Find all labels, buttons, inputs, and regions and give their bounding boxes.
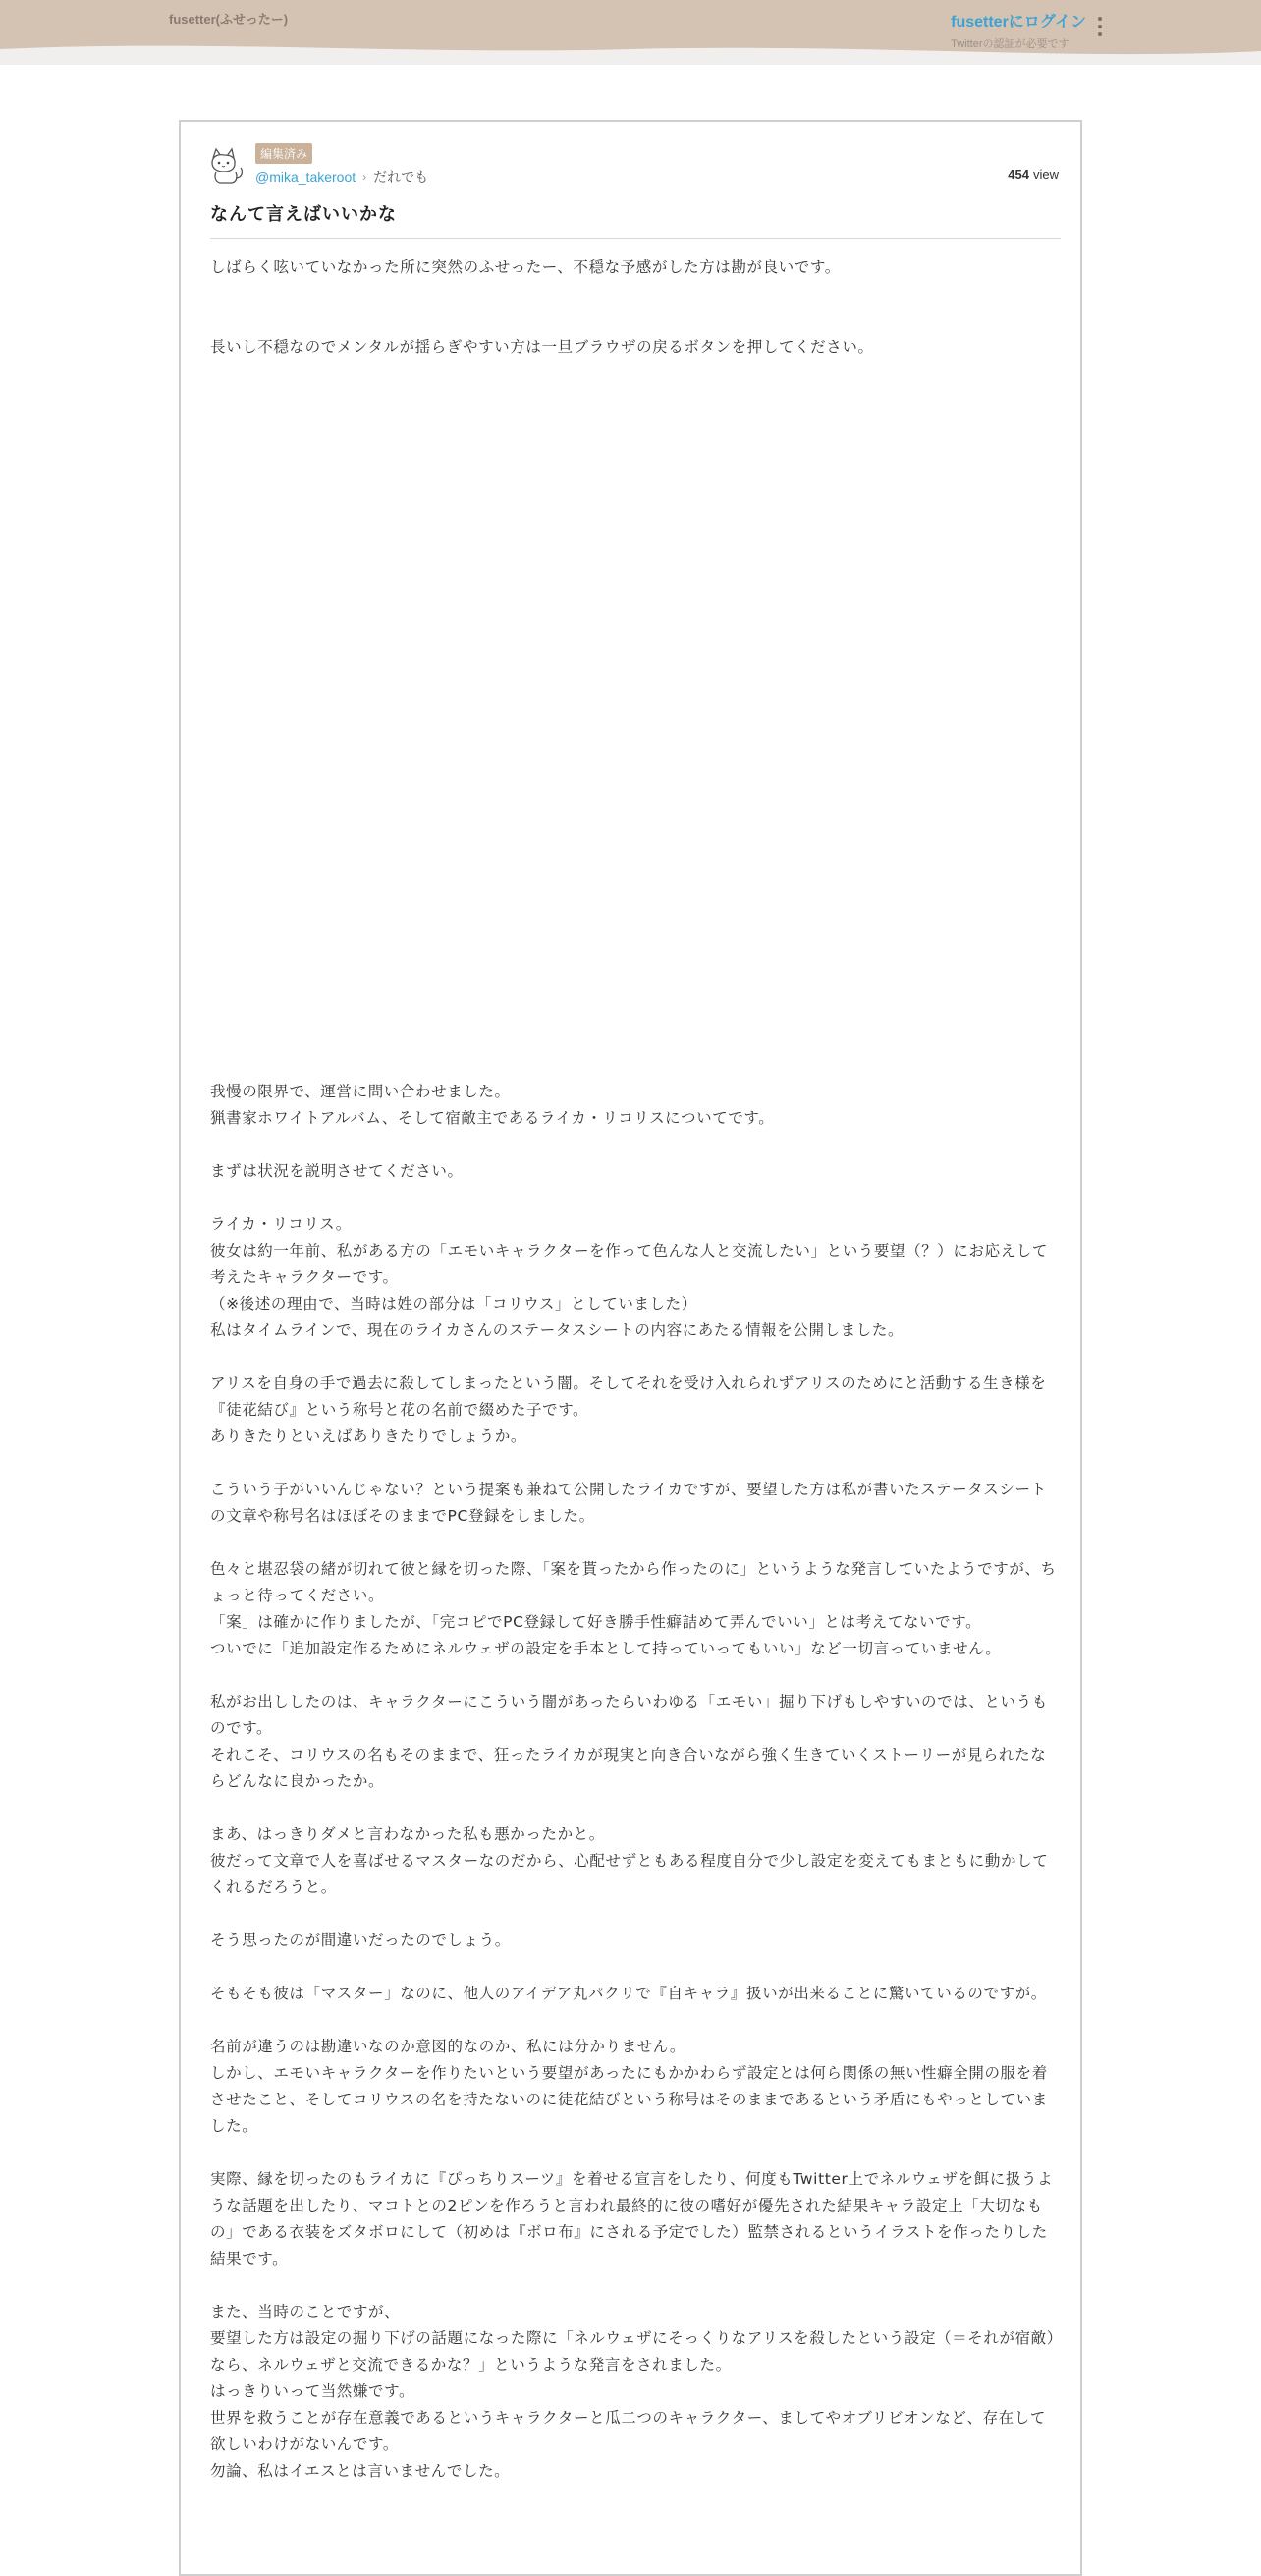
edited-badge: 編集済み [255,143,312,164]
post-title: なんて言えばいいかな [210,204,397,225]
body-line: ついでに「追加設定作るためにネルウェザの設定を手本として持っていってもいい」など一切言っていません。 [210,1640,1002,1657]
body-line: そう思ったのが間違いだったのでしょう。 [210,1932,511,1949]
body-line: 「案」は確かに作りましたが、「完コピでPC登録して好き勝手性癖詰めて弄んでいい」とは考えてないです。 [210,1613,982,1631]
audience-label: だれでも [373,169,429,185]
body-paragraph [210,1556,1061,1662]
body-paragraph [210,1821,1061,1901]
body-line: 実際、縁を切ったのもライカに『ぴっちりスーツ』を着せる宣言をしたり、何度もTwitter上でネルウェザを餌に扱うような話題を出したり、マコトとの2ピンを作ろうと言われ最終的に彼の嗜好が優先された結果キャラ設定上「大切なもの」である衣装をズタボロにして（初めは『ボロ布』にされる予定でした）監禁されるというイラストを作ったりした結果です。 [210,2170,1054,2268]
view-count [1008,167,1059,182]
login-area [951,9,1086,51]
kebab-dot [1098,32,1102,36]
author-avatar[interactable] [206,145,246,185]
post-paragraphs [210,1079,1061,2485]
body-line: 私がお出ししたのは、キャラクターにこういう闇があったらいわゆる「エモい」掘り下げもしやすいのでは、というものです。 [210,1693,1048,1737]
body-paragraph [210,1928,1061,1954]
view-count-number: 454 [1008,167,1029,182]
author-line [255,167,428,187]
body-line: 名前が違うのは勘違いなのか意図的なのか、私には分かりません。 [210,2038,685,2055]
post-meta [206,141,1059,193]
chevron-right-icon: › [362,170,367,184]
body-line: また、当時のことですが、 [210,2303,401,2321]
body-line: 私はタイムラインで、現在のライカさんのステータスシートの内容にあたる情報を公開しました。 [210,1321,905,1339]
kebab-dot [1098,17,1102,21]
body-paragraph [210,1211,1061,1344]
body-line: しかし、エモいキャラクターを作りたいという要望があったにもかかわらず設定とは何ら関係の無い性癖全開の服を着させたこと、そしてコリウスの名を持たないのに徒花結びという称号はそのままであるという矛盾にもやっとしていました。 [210,2064,1048,2135]
body-line: はっきりいって当然嫌です。 [210,2382,415,2400]
body-line: 我慢の限界で、運営に問い合わせました。 [210,1083,511,1100]
body-paragraph [210,1477,1061,1530]
intro-line: 長いし不穏なのでメンタルが揺らぎやすい方は一旦ブラウザの戻るボタンを押してください。 [210,338,874,356]
kebab-menu-icon[interactable] [1092,17,1108,36]
body-paragraph [210,1158,1061,1185]
intro-line: しばらく呟いていなかった所に突然のふせったー、不穏な予感がした方は勘が良いです。 [210,258,841,276]
login-link[interactable]: fusetterにログイン [951,14,1086,30]
body-line: それこそ、コリウスの名もそのままで、狂ったライカが現実と向き合いながら強く生きていくストーリーが見られたならどんなに良かったか。 [210,1746,1047,1790]
body-paragraph [210,2166,1061,2272]
body-line: ありきたりといえばありきたりでしょうか。 [210,1428,527,1445]
body-line: ライカ・リコリス。 [210,1215,352,1233]
body-line: まあ、はっきりダメと言わなかった私も悪かったかと。 [210,1825,605,1843]
body-line: 色々と堪忍袋の緒が切れて彼と縁を切った際、「案を貰ったから作ったのに」というような発言していたようですが、ちょっと待ってください。 [210,1560,1057,1604]
body-line: 世界を救うことが存在意義であるというキャラクターと瓜二つのキャラクター、ましてやオブリビオンなど、存在して欲しいわけがないんです。 [210,2409,1046,2453]
body-paragraph [210,2034,1061,2140]
body-paragraph [210,2299,1061,2485]
site-header [0,0,1261,65]
body-line: 勿論、私はイエスとは言いませんでした。 [210,2462,511,2480]
view-count-unit: view [1032,167,1059,182]
body-paragraph [210,1689,1061,1795]
post-body [210,254,1061,2511]
title-divider [210,238,1061,239]
body-line: 要望した方は設定の掘り下げの話題になった際に「ネルウェザにそっくりなアリスを殺したという設定（＝それが宿敵）なら、ネルウェザと交流できるかな？」というような発言をされました。 [210,2329,1056,2374]
blank-space [210,361,1061,1079]
kebab-dot [1098,25,1102,28]
body-paragraph [210,1079,1061,1132]
body-line: 彼女は約一年前、私がある方の「エモいキャラクターを作って色んな人と交流したい」という要望（？）にお応えして考えたキャラクターです。 [210,1242,1048,1286]
author-link[interactable]: @mika_takeroot [255,169,356,185]
body-paragraph [210,1371,1061,1450]
body-line: そもそも彼は「マスター」なのに、他人のアイデア丸パクリで『自キャラ』扱いが出来ることに驚いているのですが。 [210,1985,1047,2002]
body-line: まずは状況を説明させてください。 [210,1162,464,1180]
site-logo-link[interactable]: fusetter(ふせったー) [169,12,289,27]
body-line: 猟書家ホワイトアルバム、そして宿敵主であるライカ・リコリスについてです。 [210,1109,775,1127]
body-line: 彼だって文章で人を喜ばせるマスターなのだから、心配せずともある程度自分で少し設定を変えてもまともに動かしてくれるだろうと。 [210,1852,1049,1896]
post-card [179,120,1082,2576]
body-paragraph [210,1981,1061,2007]
login-note: Twitterの認証が必要です [951,38,1069,50]
body-line: アリスを自身の手で過去に殺してしまったという闇。そしてそれを受け入れられずアリスのためにと活動する生き様を『徒花結び』という称号と花の名前で綴めた子です。 [210,1374,1047,1419]
body-line: （※後述の理由で、当時は姓の部分は「コリウス」としていました） [210,1295,697,1313]
body-line: こういう子がいいんじゃない？という提案も兼ねて公開したライカですが、要望した方は私が書いたステータスシートの文章や称号名はほぼそのままでPC登録をしました。 [210,1481,1047,1525]
blank-space [210,281,1061,334]
